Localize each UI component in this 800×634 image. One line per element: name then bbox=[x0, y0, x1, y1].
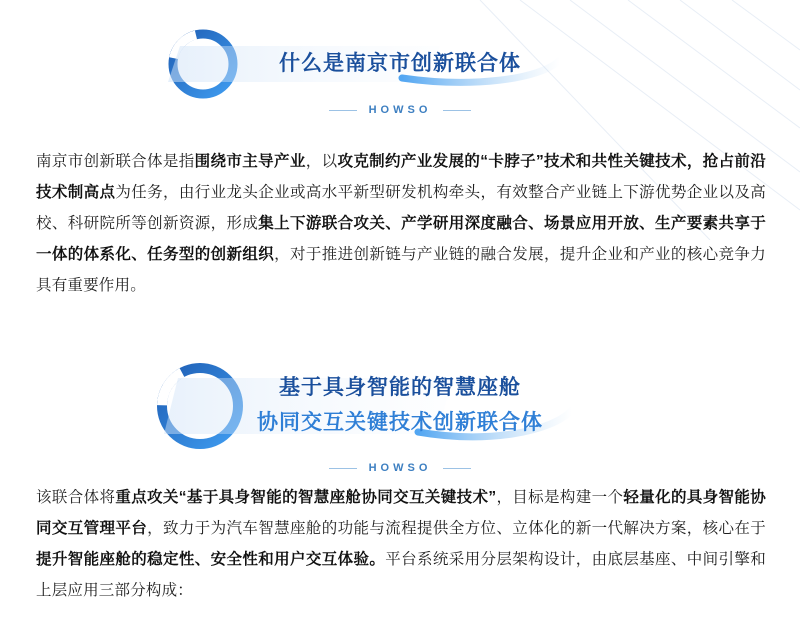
section-heading-1 bbox=[0, 26, 800, 116]
heading-2-line-2: 协同交互关键技术创新联合体 bbox=[257, 411, 543, 434]
heading-art-2 bbox=[140, 352, 660, 460]
heading-art-1 bbox=[140, 26, 660, 102]
heading-text-1 bbox=[140, 26, 660, 102]
heading-1-line-1: 什么是南京市创新联合体 bbox=[279, 51, 521, 75]
heading-2-line-1: 基于具身智能的智慧座舱 bbox=[279, 376, 521, 400]
heading-text-2 bbox=[140, 352, 660, 460]
paragraph-2: 该联合体将重点攻关“基于具身智能的智慧座舱协同交互关键技术”，目标是构建一个轻量化的具身智能协同交互管理平台，致力于为汽车智慧座舱的功能与流程提供全方位、立体化的新一代解决方案，核心在于提升智能座舱的稳定性、安全性和用户交互体验。平台系统采用分层架构设计，由底层基座、中间引擎和上层应用三部分构成： bbox=[36, 489, 766, 599]
section-heading-2 bbox=[0, 352, 800, 474]
brand-label-2: HOWSO bbox=[368, 462, 432, 474]
paragraph-1: 南京市创新联合体是指围绕市主导产业，以攻克制约产业发展的“卡脖子”技术和共性关键技术，抢占前沿技术制高点为任务，由行业龙头企业或高水平新型研发机构牵头，有效整合产业链上下游优势企业以及高校、科研院所等创新资源，形成集上下游联合攻关、产学研用深度融合、场景应用开放、生产要素共享于一体的体系化、任务型的创新组织，对于推进创新链与产业链的融合发展，提升企业和产业的核心竞争力具有重要作用。 bbox=[36, 153, 766, 294]
brand-label-1: HOWSO bbox=[368, 104, 432, 116]
